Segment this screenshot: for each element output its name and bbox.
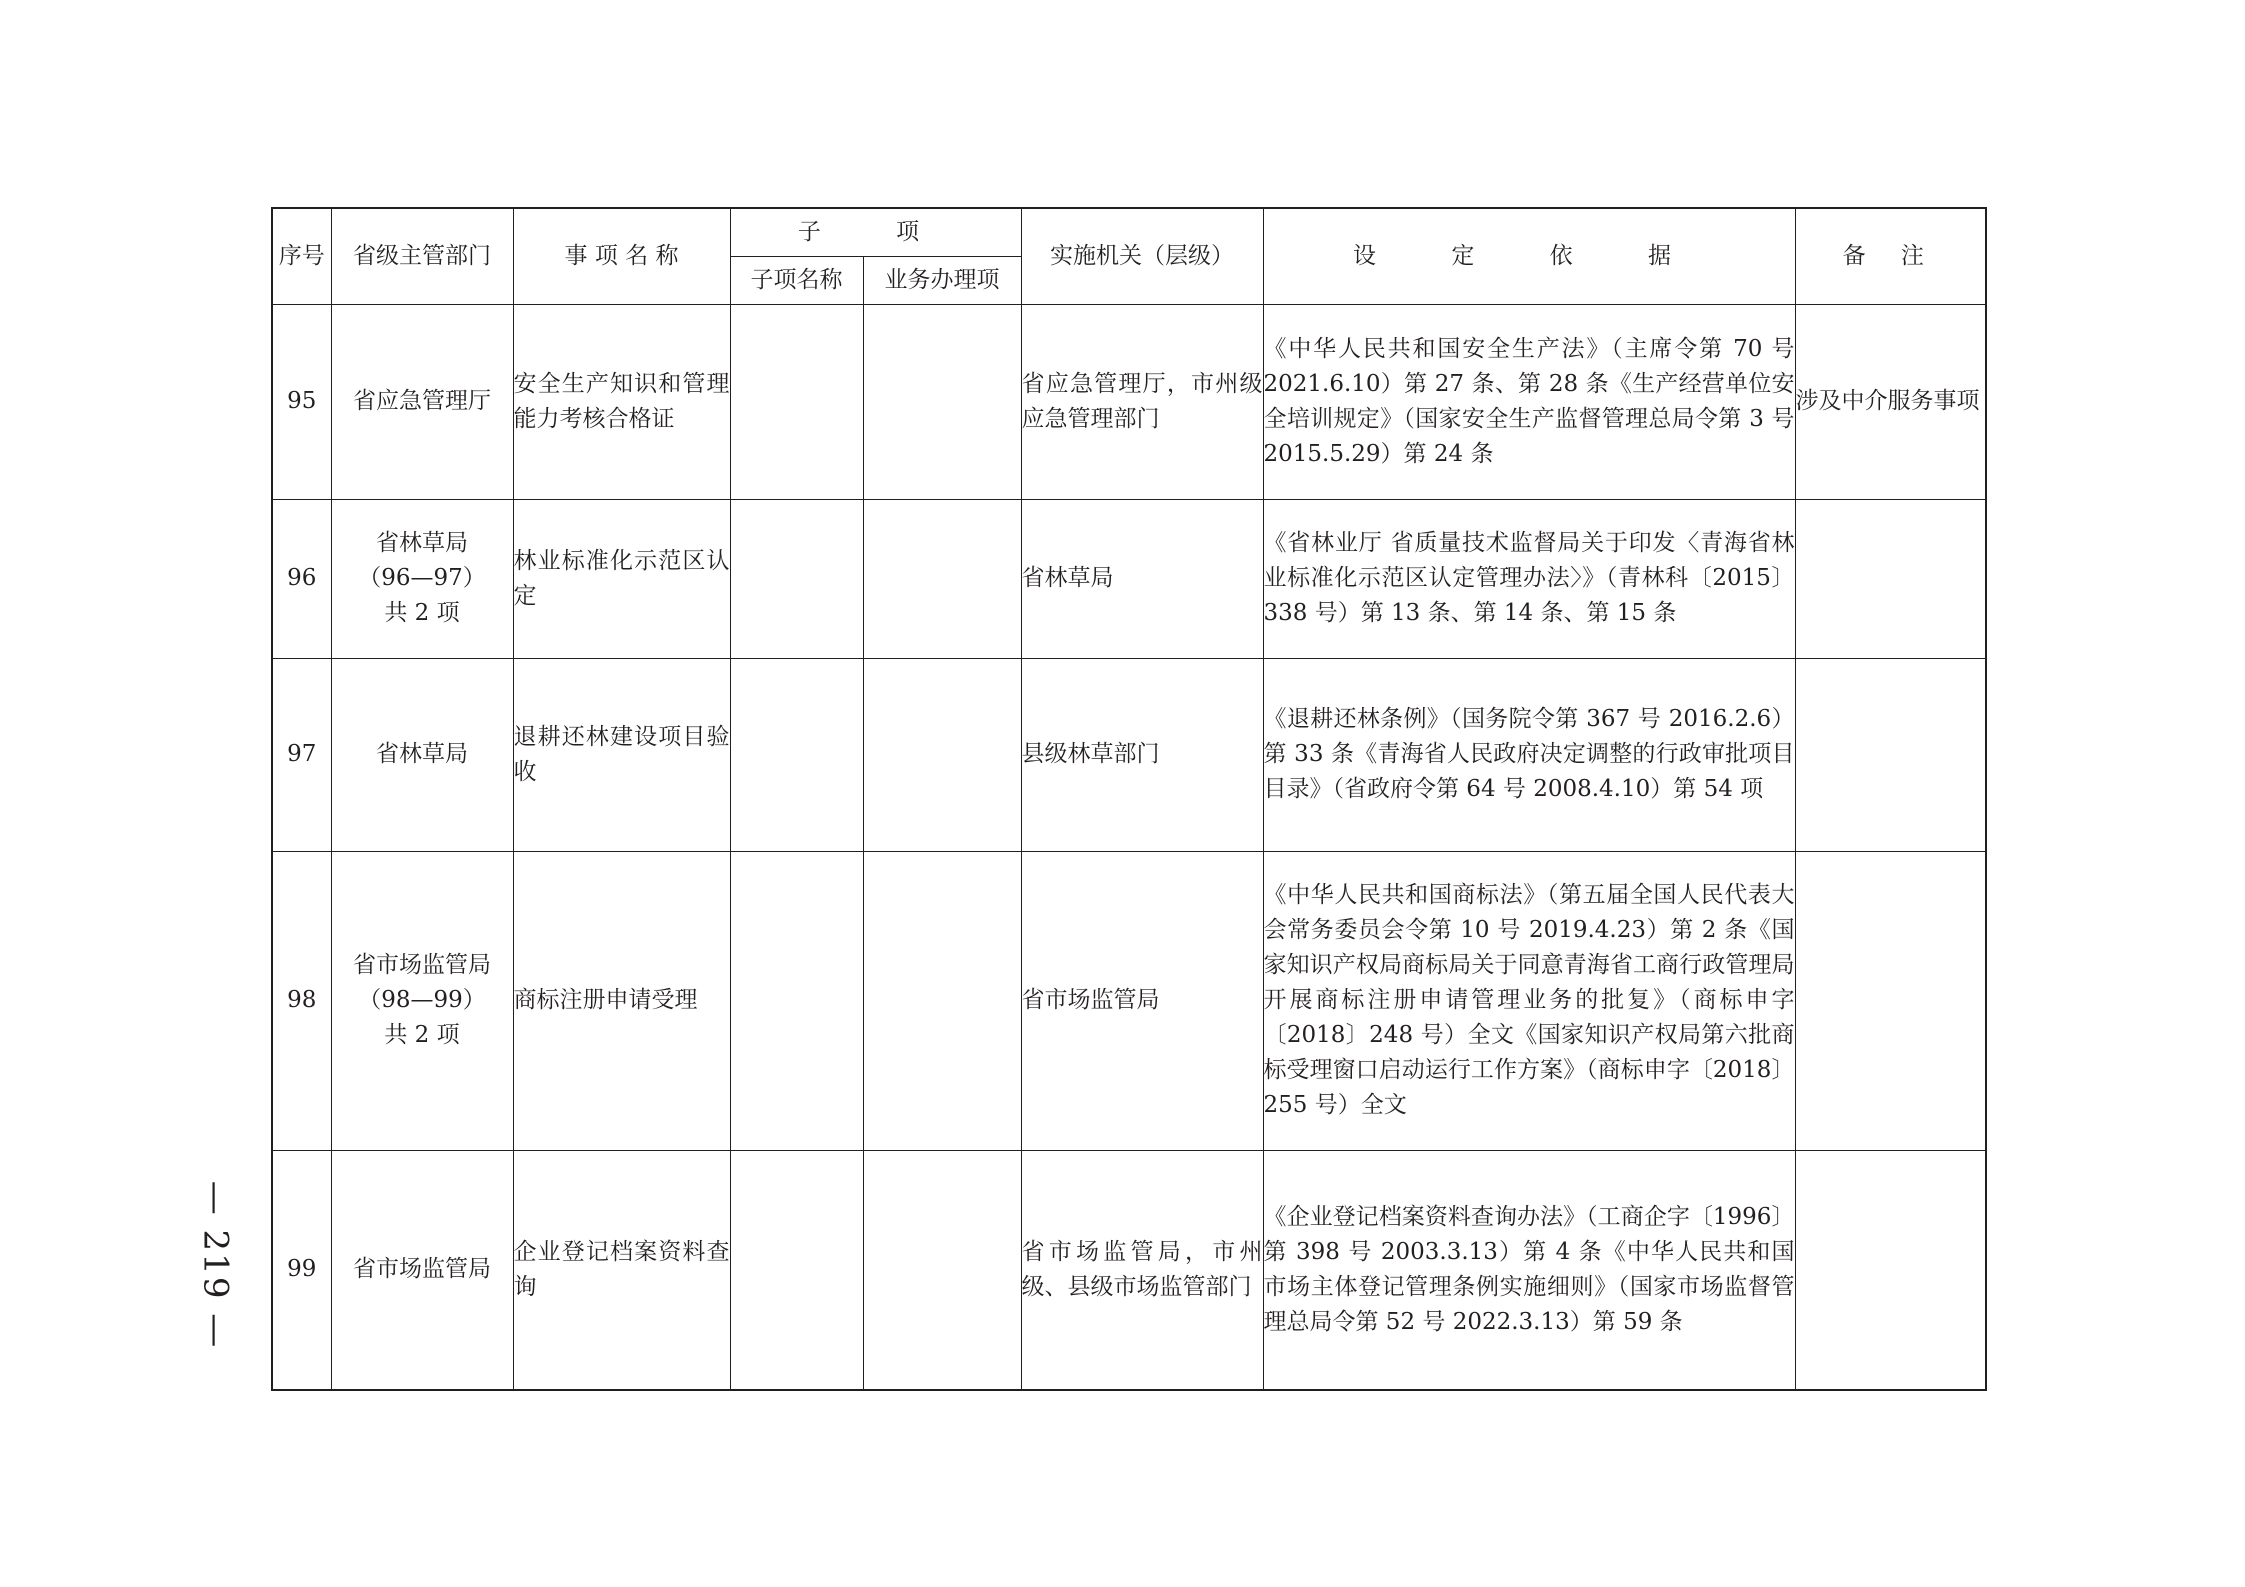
dept-line: 省市场监管局 xyxy=(353,1256,491,1283)
cell-remark xyxy=(1795,851,1986,1150)
cell-sub-business xyxy=(863,304,1021,499)
dept-line: 省林草局 xyxy=(376,741,468,767)
approval-items-table xyxy=(271,207,1987,1391)
table-row xyxy=(272,658,1986,851)
cell-sub-name xyxy=(730,851,863,1150)
cell-sub-business xyxy=(863,658,1021,851)
cell-sub-business xyxy=(863,851,1021,1150)
table-row xyxy=(272,499,1986,658)
table-body xyxy=(272,304,1986,1390)
table-row xyxy=(272,851,1986,1150)
header-remark: 备 注 xyxy=(1795,208,1986,304)
cell-item: 安全生产知识和管理能力考核合格证 xyxy=(513,304,730,499)
table-row xyxy=(272,1150,1986,1390)
header-sub: 子 项 xyxy=(730,208,1021,256)
dept-line: 省应急管理厅 xyxy=(353,388,491,414)
cell-basis: 《省林业厅 省质量技术监督局关于印发〈青海省林业标准化示范区认定管理办法〉》（青林科〔2015〕338 号）第 13 条、第 14 条、第 15 条 xyxy=(1263,499,1795,658)
dept-line: 省林草局 xyxy=(376,530,468,556)
dept-line: （96—97） xyxy=(358,565,486,591)
cell-dept xyxy=(331,851,513,1150)
cell-item: 退耕还林建设项目验收 xyxy=(513,658,730,851)
dept-line: （98—99） xyxy=(358,987,486,1013)
table-row xyxy=(272,304,1986,499)
page-number-text: — 219 — xyxy=(195,1180,236,1350)
cell-dept xyxy=(331,304,513,499)
cell-basis: 《中华人民共和国安全生产法》（主席令第 70 号 2021.6.10）第 27 条、第 28 条《生产经营单位安全培训规定》（国家安全生产监督管理总局令第 3 号 2015.5.29）第 24 条 xyxy=(1263,304,1795,499)
header-item: 事 项 名 称 xyxy=(513,208,730,304)
cell-basis: 《企业登记档案资料查询办法》（工商企字〔1996〕第 398 号 2003.3.13）第 4 条《中华人民共和国市场主体登记管理条例实施细则》（国家市场监督管理总局令第 52 号 2022.3.13）第 59 条 xyxy=(1263,1150,1795,1390)
header-sub-name: 子项名称 xyxy=(730,256,863,304)
dept-line: 共 2 项 xyxy=(384,600,460,626)
cell-seq: 98 xyxy=(272,851,331,1150)
cell-seq: 95 xyxy=(272,304,331,499)
cell-remark xyxy=(1795,1150,1986,1390)
cell-remark: 涉及中介服务事项 xyxy=(1795,304,1986,499)
cell-sub-name xyxy=(730,658,863,851)
cell-agency: 省市场监管局 xyxy=(1021,851,1263,1150)
dept-line: 共 2 项 xyxy=(384,1022,460,1048)
cell-basis: 《中华人民共和国商标法》（第五届全国人民代表大会常务委员会令第 10 号 2019.4.23）第 2 条《国家知识产权局商标局关于同意青海省工商行政管理局开展商标注册申请管理业务的批复》（商标申字〔2018〕248 号）全文《国家知识产权局第六批商标受理窗口启动运行工作方案》（商标申字〔2018〕255 号）全文 xyxy=(1263,851,1795,1150)
cell-item: 企业登记档案资料查询 xyxy=(513,1150,730,1390)
header-agency: 实施机关（层级） xyxy=(1021,208,1263,304)
header-seq: 序号 xyxy=(272,208,331,304)
table-header xyxy=(272,208,1986,304)
cell-item: 林业标准化示范区认定 xyxy=(513,499,730,658)
cell-dept xyxy=(331,499,513,658)
cell-agency: 省应急管理厅，市州级应急管理部门 xyxy=(1021,304,1263,499)
page-number xyxy=(185,1180,245,1350)
cell-basis: 《退耕还林条例》（国务院令第 367 号 2016.2.6）第 33 条《青海省人民政府决定调整的行政审批项目目录》（省政府令第 64 号 2008.4.10）第 54 项 xyxy=(1263,658,1795,851)
cell-sub-business xyxy=(863,499,1021,658)
cell-sub-business xyxy=(863,1150,1021,1390)
cell-item: 商标注册申请受理 xyxy=(513,851,730,1150)
cell-sub-name xyxy=(730,304,863,499)
header-sub-business: 业务办理项 xyxy=(863,256,1021,304)
cell-remark xyxy=(1795,658,1986,851)
cell-seq: 99 xyxy=(272,1150,331,1390)
cell-sub-name xyxy=(730,499,863,658)
cell-dept xyxy=(331,1150,513,1390)
cell-remark xyxy=(1795,499,1986,658)
cell-agency: 省市场监管局，市州级、县级市场监管部门 xyxy=(1021,1150,1263,1390)
cell-sub-name xyxy=(730,1150,863,1390)
cell-seq: 97 xyxy=(272,658,331,851)
cell-dept xyxy=(331,658,513,851)
cell-seq: 96 xyxy=(272,499,331,658)
header-basis: 设 定 依 据 xyxy=(1263,208,1795,304)
dept-line: 省市场监管局 xyxy=(353,952,491,978)
cell-agency: 省林草局 xyxy=(1021,499,1263,658)
cell-agency: 县级林草部门 xyxy=(1021,658,1263,851)
header-dept: 省级主管部门 xyxy=(331,208,513,304)
